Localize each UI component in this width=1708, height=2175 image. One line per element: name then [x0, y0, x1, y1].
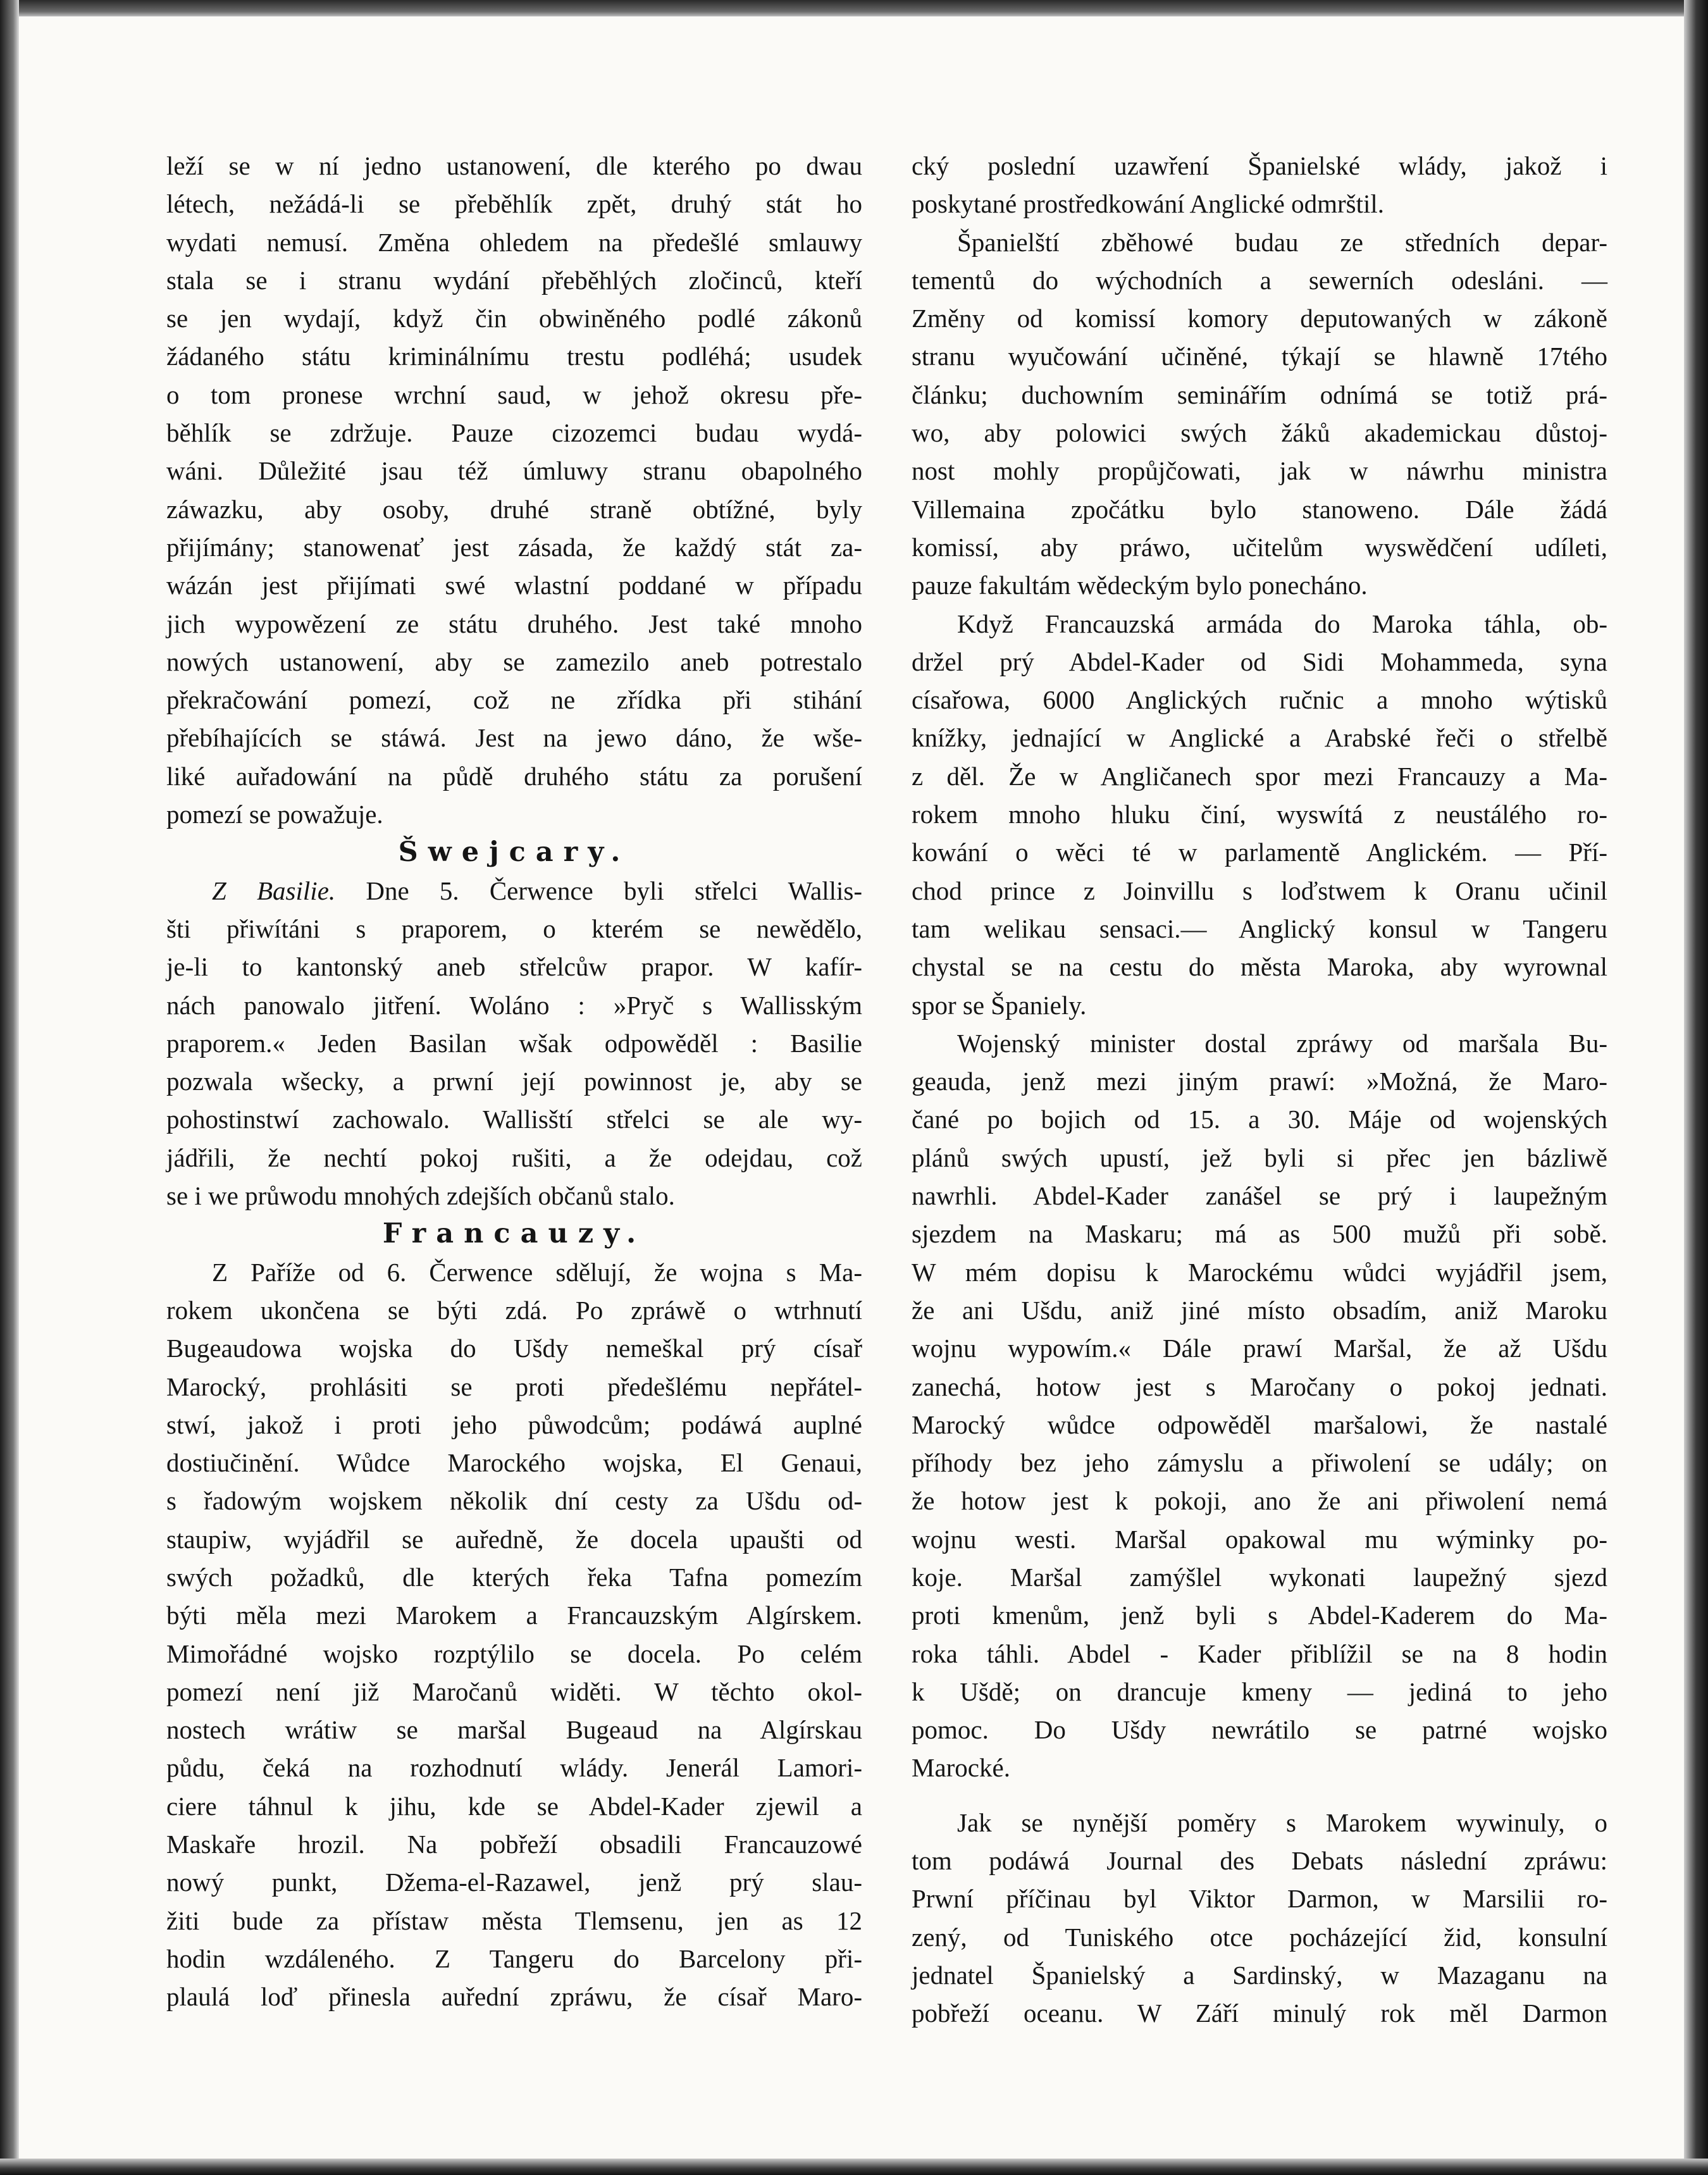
text-line [166, 1635, 862, 1673]
text-line-content: Španielští zběhowé budau ze středních depar- [957, 227, 1607, 257]
text-line-content: nost mohly propůjčowati, jak w náwrhu ministra [912, 456, 1607, 486]
text-line [166, 1978, 862, 2016]
text-line [166, 1291, 862, 1329]
text-line-content: nách panowalo jitření. Woláno : »Pryč s Wallisským [166, 990, 862, 1020]
text-line-content: W mém dopisu k Marockému wůdci wyjádřil jsem, [912, 1257, 1607, 1287]
text-line-content: jich wypowězení ze státu druhého. Jest také mnoho [166, 609, 862, 638]
text-line [912, 1520, 1607, 1558]
text-line [166, 1253, 862, 1291]
text-line-content: k Ušdě; on drancuje kmeny — jediná to jeho [912, 1676, 1607, 1706]
text-line-content: wázán jest přijímati swé wlastní poddané w případu [166, 571, 862, 600]
text-line-content: běhlík se zdržuje. Pauze cizozemci budau wydá- [166, 418, 862, 448]
text-line [166, 452, 862, 490]
text-line-content: knížky, jednající w Anglické a Arabské řeči o střelbě [912, 723, 1607, 753]
text-line-content: wáni. Důležité jsau též úmluwy stranu obapolného [166, 456, 862, 486]
text-line [166, 719, 862, 757]
text-line [912, 1482, 1607, 1520]
text-line-content: chod prince z Joinvillu s loďstwem k Oranu učinil [912, 876, 1607, 905]
text-line [166, 1100, 862, 1138]
text-line [166, 414, 862, 452]
text-line-content: půdu, čeká na rozhodnutí wlády. Jenerál Lamori- [166, 1753, 862, 1783]
text-line-content: spor se Španiely. [912, 990, 1087, 1020]
text-line [912, 147, 1607, 185]
scan-edge-left [0, 0, 19, 2175]
text-line-content: liké auřadowání na půdě druhého státu za porušení [166, 761, 862, 791]
text-line [166, 1787, 862, 1825]
text-line [912, 1062, 1607, 1100]
text-line-content: dostiučinění. Wůdce Marockého wojska, El Genaui, [166, 1448, 862, 1478]
scan-edge-bottom [0, 2159, 1708, 2175]
text-line [912, 833, 1607, 871]
text-line-content: swých požadků, dle kterých řeka Tafna pomezím [166, 1562, 862, 1592]
text-line [912, 948, 1607, 986]
text-line-content: přijímány; stanowenať jest zásada, že každý stát za- [166, 532, 862, 562]
text-line [912, 1956, 1607, 1994]
text-line [912, 1368, 1607, 1406]
text-line-content: wojnu wypowím.« Dále prawí Maršal, že až Ušdu [912, 1334, 1607, 1363]
text-line-content: plánů swých upustí, jež byli si přec jen bázliwě [912, 1143, 1607, 1172]
text-line [912, 986, 1607, 1024]
text-line-content: Marocký, prohlásiti se proti předešlému nepřátel- [166, 1372, 862, 1401]
text-line [912, 376, 1607, 414]
section-heading [166, 833, 862, 871]
text-line [166, 1368, 862, 1406]
text-line-content: příhody bez jeho zámyslu a přiwolení se udály; on [912, 1448, 1607, 1478]
text-line [166, 1406, 862, 1444]
text-line [912, 1406, 1607, 1444]
text-line [912, 1994, 1607, 2032]
scan-edge-top [0, 0, 1708, 16]
text-line-content: stranu wyučowání učiněné, týkají se hlawně 17tého [912, 342, 1607, 371]
text-line-content: hodin wzdáleného. Z Tangeru do Barcelony při- [166, 1943, 862, 1973]
text-line-content: proti kmenům, jenž byli s Abdel-Kaderem do Ma- [912, 1601, 1607, 1630]
text-line-content: tementů do wýchodních a sewerních odesláni. — [912, 265, 1607, 295]
text-line-content: Změny od komissí komory deputowaných w zákoně [912, 304, 1607, 333]
text-line-content: že hotow jest k pokoji, ano že ani přiwolení nemá [912, 1486, 1607, 1516]
text-line [912, 1711, 1607, 1749]
text-line [166, 910, 862, 948]
text-line [166, 1139, 862, 1177]
text-line-content: rokem mnoho hluku činí, wyswítá z neustálého ro- [912, 800, 1607, 829]
text-line [912, 1842, 1607, 1880]
text-line [912, 1635, 1607, 1673]
text-line-content: leží se w ní jedno ustanowení, dle kterého po dwau [166, 151, 862, 180]
text-line [166, 1749, 862, 1787]
text-line [166, 376, 862, 414]
text-line [166, 1444, 862, 1482]
text-line [166, 1177, 862, 1215]
text-line-content: čané po bojich od 15. a 30. Máje od wojenských [912, 1105, 1607, 1134]
text-line [912, 261, 1607, 299]
text-line-content: z děl. Že w Angličanech spor mezi Francauzy a Ma- [912, 761, 1607, 791]
text-line [912, 1024, 1607, 1062]
text-line [912, 1558, 1607, 1596]
text-line-content: Když Francauzská armáda do Maroka táhla, ob- [957, 609, 1607, 638]
text-line-content: že ani Ušdu, aniž jiné místo obsadím, aniž Maroku [912, 1295, 1607, 1325]
text-line [912, 605, 1607, 643]
text-line-content: plaulá loď přinesla auřední zpráwu, že císař Maro- [166, 1982, 862, 2012]
text-line [912, 566, 1607, 604]
text-line-content: pauze fakultám wědeckým bylo ponecháno. [912, 571, 1368, 600]
text-line-content: wo, aby polowici swých žáků akademickau důstoj- [912, 418, 1607, 448]
text-line [166, 757, 862, 795]
text-line [912, 757, 1607, 795]
text-line [912, 681, 1607, 719]
text-line-content: býti měla mezi Marokem a Francauzským Algírskem. [166, 1601, 862, 1630]
text-line-content: nowý punkt, Džema-el-Razawel, jenž prý slau- [166, 1868, 862, 1897]
text-line [166, 681, 862, 719]
text-line-content: Prwní příčinau byl Viktor Darmon, w Marsilii ro- [912, 1884, 1607, 1914]
text-line [166, 1024, 862, 1062]
text-line [912, 1596, 1607, 1634]
text-line-content: s řadowým wojskem několik dní cesty za Ušdu od- [166, 1486, 862, 1516]
text-line [166, 1482, 862, 1520]
text-line-content: Jak se nynější poměry s Marokem wywinuly, o [957, 1807, 1607, 1837]
text-line-content: Marocký wůdce odpowěděl maršalowi, že nastalé [912, 1410, 1607, 1439]
text-line [912, 719, 1607, 757]
text-line [166, 872, 862, 910]
text-line-content: nowých ustanowení, aby se zamezilo aneb potrestalo [166, 647, 862, 676]
text-line-content: poskytané prostředkowání Anglické odmrštil. [912, 189, 1384, 219]
text-line [166, 261, 862, 299]
text-line [912, 1918, 1607, 1956]
text-line-content: ciere táhnul k jihu, kde se Abdel-Kader zjewil a [166, 1791, 862, 1821]
text-line-content: pomezí se powažuje. [166, 800, 383, 829]
text-line [166, 605, 862, 643]
scan-edge-right [1684, 0, 1708, 2175]
text-line [166, 986, 862, 1024]
text-line-content: roka táhli. Abdel - Kader přiblížil se na 8 hodin [912, 1639, 1607, 1668]
text-line-content: překračowání pomezí, což ne zřídka při stihání [166, 685, 862, 715]
text-line-content: pobřeží oceanu. W Září minulý rok měl Darmon [912, 1998, 1607, 2028]
text-line-content: wojnu westi. Maršal opakowal mu wýminky po- [912, 1524, 1607, 1554]
text-line-content: Villemaina zpočátku bylo stanoweno. Dále žádá [912, 494, 1607, 524]
text-line-content: wydati nemusí. Změna ohledem na předešlé smlauwy [166, 227, 862, 257]
text-line-content: stala se i stranu wydání přeběhlých zločinců, kteří [166, 265, 862, 295]
text-line-content: koje. Maršal zamýšlel wykonati laupežný sjezd [912, 1562, 1607, 1592]
text-line [166, 1902, 862, 1940]
text-line [166, 147, 862, 185]
text-line [912, 490, 1607, 528]
text-line-content: kowání o wěci té w parlamentě Anglickém. — Pří- [912, 838, 1607, 867]
text-line-content: žiti bude za přístaw města Tlemsenu, jen as 12 [166, 1905, 862, 1935]
text-line [912, 1329, 1607, 1367]
text-line [166, 185, 862, 223]
section-heading-text: Francauzy. [382, 1218, 647, 1250]
text-line-content: je-li to kantonský aneb střelcůw prapor. W kafír- [166, 952, 862, 982]
text-line [912, 223, 1607, 261]
text-line-content: Mimořádné wojsko rozptýlilo se docela. Po celém [166, 1639, 862, 1668]
text-line-content: se jen wydají, když čin obwiněného podlé zákonů [166, 304, 862, 333]
text-line [912, 452, 1607, 490]
text-line-content: cký poslední uzawření Španielské wlády, jakož i [912, 151, 1607, 180]
text-line [912, 1215, 1607, 1253]
text-line [912, 299, 1607, 337]
newspaper-page [19, 16, 1684, 2159]
text-line-content: přebíhajících se stáwá. Jest na jewo dáno, že wše- [166, 723, 862, 753]
text-line-content: se i we průwodu mnohých zdejších občanů stalo. [166, 1181, 675, 1211]
text-line-content: pomezí není již Maročanů widěti. W těchto okol- [166, 1676, 862, 1706]
text-line [912, 1177, 1607, 1215]
text-line-content: jádřili, že nechtí pokoj rušiti, a že odejdau, což [166, 1143, 862, 1172]
text-line-content: komissí, aby práwo, učitelům wyswědčení udíleti, [912, 532, 1607, 562]
text-line [166, 528, 862, 566]
text-line [912, 1444, 1607, 1482]
text-line [166, 1329, 862, 1367]
text-line-content: nostech wrátiw se maršal Bugeaud na Algírskau [166, 1715, 862, 1745]
text-line [166, 1711, 862, 1749]
text-line-content: praporem.« Jeden Basilan wšak odpowěděl : Basilie [166, 1028, 862, 1058]
text-line [166, 1940, 862, 1978]
text-line-content: Marocké. [912, 1753, 1010, 1783]
text-line-content: záwazku, aby osoby, druhé straně obtížné, byly [166, 494, 862, 524]
text-line-content: zanechá, hotow jest s Maročany o pokoj jednati. [912, 1372, 1607, 1401]
text-line-content: zený, od Tuniského otce pocházející žid, konsulní [912, 1922, 1607, 1952]
text-line [912, 414, 1607, 452]
text-line-content: nawrhli. Abdel-Kader zanášel se prý i laupežným [912, 1181, 1607, 1211]
text-line [912, 1749, 1607, 1787]
text-line-content: geauda, jenž mezi jiným prawí: »Možná, že Maro- [912, 1067, 1607, 1096]
section-heading-text: Šwejcary. [398, 836, 631, 869]
text-line-content: sjezdem na Maskaru; má as 500 mužů při sobě. [912, 1219, 1607, 1249]
text-line-content: Wojenský minister dostal zpráwy od maršala Bu- [957, 1028, 1607, 1058]
text-line [166, 490, 862, 528]
text-line-content: pomoc. Do Ušdy newrátilo se patrné wojsko [912, 1715, 1607, 1745]
text-line [166, 1520, 862, 1558]
text-line [166, 1062, 862, 1100]
text-line [166, 337, 862, 375]
text-line [912, 528, 1607, 566]
text-line [912, 795, 1607, 833]
text-line-content: stwí, jakož i proti jeho půwodcům; podáwá auplné [166, 1410, 862, 1439]
text-line [912, 1291, 1607, 1329]
text-line [166, 1825, 862, 1863]
text-line-content: císařowa, 6000 Anglických ručnic a mnoho wýtisků [912, 685, 1607, 715]
section-heading [166, 1215, 862, 1253]
text-line [912, 185, 1607, 223]
text-line [166, 1596, 862, 1634]
text-line-content: staupiw, wyjádřil se auředně, že docela upaušti od [166, 1524, 862, 1554]
text-line-content: tom podáwá Journal des Debats následní zpráwu: [912, 1846, 1607, 1876]
text-line-content: o tom pronese wrchní saud, w jehož okresu pře- [166, 380, 862, 409]
text-line [166, 1673, 862, 1711]
right-text-column [912, 147, 1607, 2033]
text-line [912, 1253, 1607, 1291]
text-line [912, 910, 1607, 948]
text-line-content: Z Paříže od 6. Čerwence sdělují, že wojna s Ma- [212, 1257, 862, 1287]
text-line [912, 1673, 1607, 1711]
text-line-content: rokem ukončena se býti zdá. Po zpráwě o wtrhnutí [166, 1295, 862, 1325]
text-line [912, 1880, 1607, 1918]
text-line [912, 1139, 1607, 1177]
text-line [166, 643, 862, 681]
text-line [912, 337, 1607, 375]
dateline-place: Z Basilie. [212, 876, 336, 905]
text-line-content: žádaného státu kriminálnímu trestu podléhá; usudek [166, 342, 862, 371]
text-line-content: Bugeaudowa wojska do Ušdy nemeškal prý císař [166, 1334, 862, 1363]
text-line [912, 1804, 1607, 1842]
text-line [166, 948, 862, 986]
text-line [912, 872, 1607, 910]
text-line-content: pozwala wšecky, a prwní její powinnost je, aby se [166, 1067, 862, 1096]
text-line-content: tam welikau sensaci.— Anglický konsul w Tangeru [912, 914, 1607, 943]
text-line [166, 1863, 862, 1901]
text-line-content: šti přiwítáni s praporem, o kterém se newědělo, [166, 914, 862, 943]
text-line [166, 223, 862, 261]
text-line-content: jednatel Španielský a Sardinský, w Mazaganu na [912, 1960, 1607, 1990]
text-line [166, 299, 862, 337]
text-line-content: držel prý Abdel-Kader od Sidi Mohammeda, syna [912, 647, 1607, 676]
text-line [166, 1558, 862, 1596]
text-line [912, 643, 1607, 681]
text-line [166, 795, 862, 833]
text-line-content: Dne 5. Čerwence byli střelci Wallis- [335, 876, 862, 905]
text-line-content: létech, nežádá-li se přeběhlík zpět, druhý stát ho [166, 189, 862, 219]
text-line [912, 1100, 1607, 1138]
left-text-column [166, 147, 862, 2016]
text-line-content: chystal se na cestu do města Maroka, aby wyrownal [912, 952, 1607, 982]
text-line [166, 566, 862, 604]
text-line-content: pohostinstwí zachowalo. Wallisští střelci se ale wy- [166, 1105, 862, 1134]
text-line-content: Maskaře hrozil. Na pobřeží obsadili Francauzowé [166, 1830, 862, 1859]
text-line-content: článku; duchowním seminářím odnímá se totiž prá- [912, 380, 1607, 409]
